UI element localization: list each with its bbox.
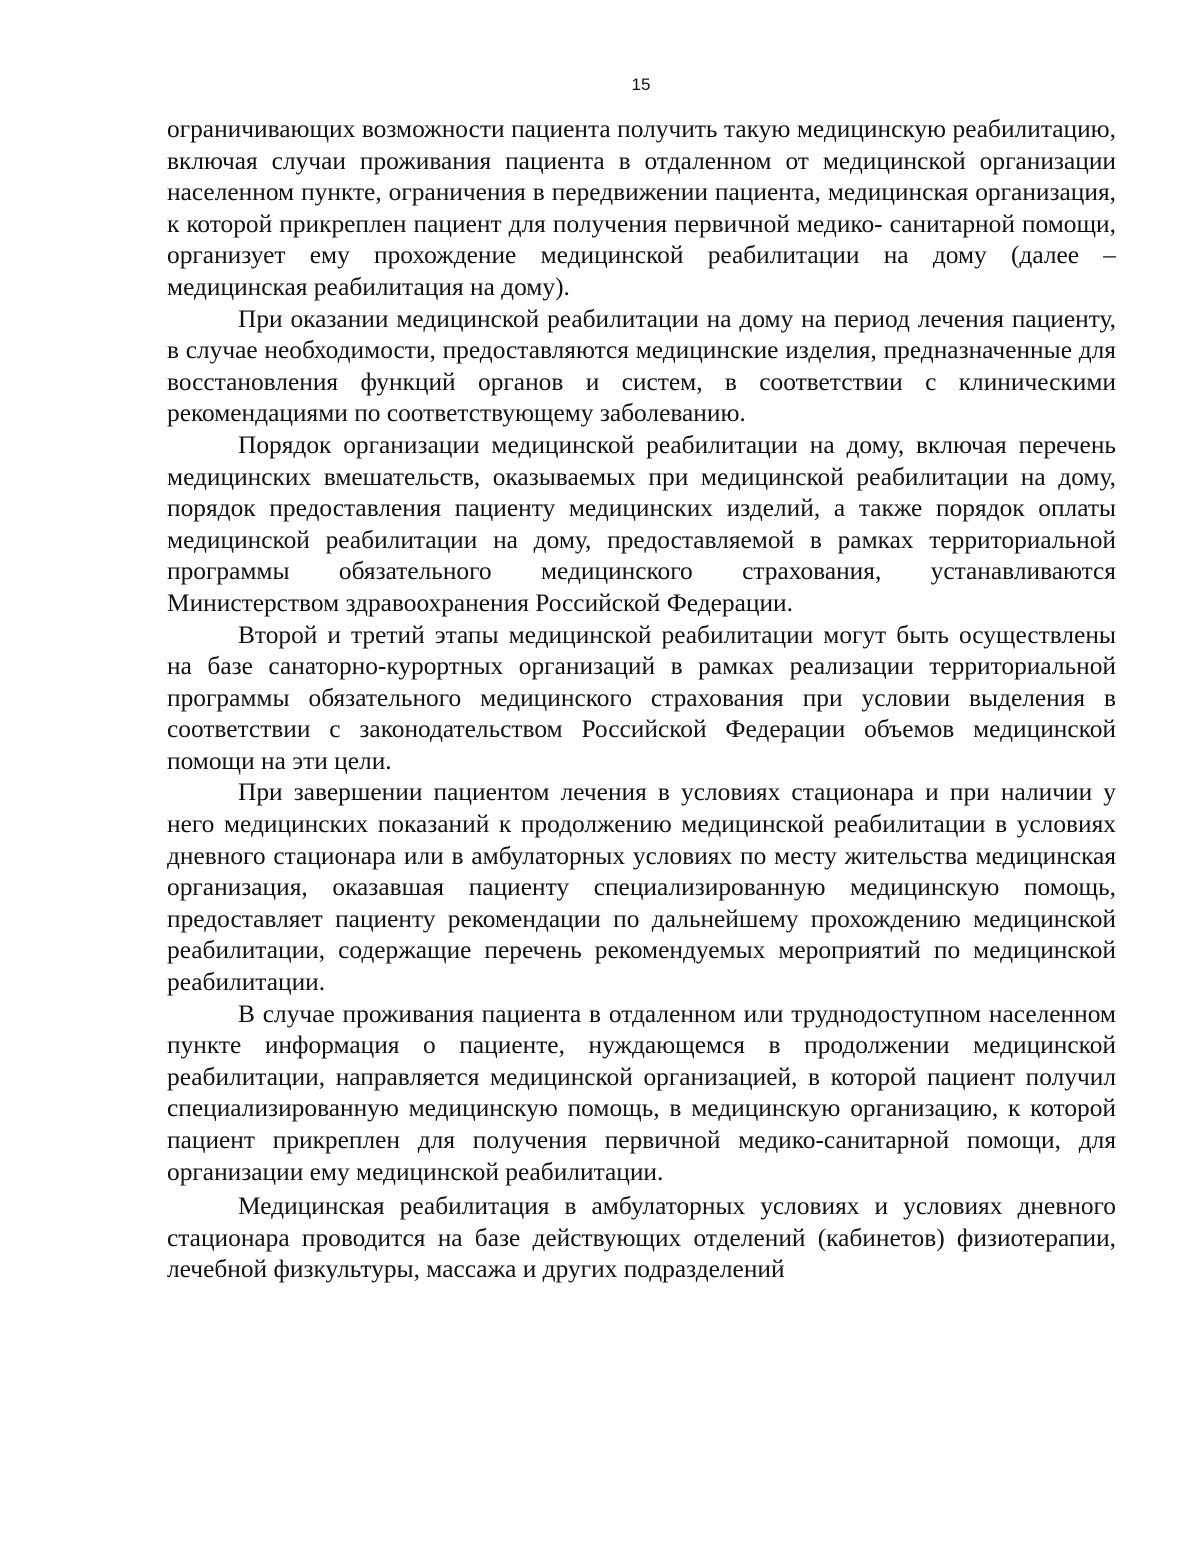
paragraph-remote-patient-info: В случае проживания пациента в отдаленном или труднодоступном населенном пункте информация о пациенте, нуждающемся в продолжении медицинской реабилитации, направляется медицинской организацией, в которой пациент получил специализированную медицинскую помощь, в медицинскую организацию, к которой пациент прикреплен для получения первичной медико-санитарной помощи, для организации ему медицинской реабилитации.: [167, 999, 1116, 1186]
paragraph-continuation: ограничивающих возможности пациента получить такую медицинскую реабилитацию, включая случаи проживания пациента в отдаленном от медицинской организации населенном пункте, ограничения в передвижении пациента, медицинская организация, к которой прикреплен пациент для получения первичной медико- санитарной помощи, организует ему прохождение медицинской реабилитации на дому (далее – медицинская реабилитация на дому).: [167, 115, 1116, 301]
paragraph-discharge-recommendations: При завершении пациентом лечения в условиях стационара и при наличии у него медицинских показаний к продолжению медицинской реабилитации в условиях дневного стационара или в амбулаторных условиях по месту жительства медицинская организация, оказавшая пациенту специализированную медицинскую помощь, предоставляет пациенту рекомендации по дальнейшему прохождению медицинской реабилитации, содержащие перечень рекомендуемых мероприятий по медицинской реабилитации.: [167, 778, 1116, 997]
page-number: 15: [631, 75, 651, 94]
paragraph-home-rehab-devices: При оказании медицинской реабилитации на дому на период лечения пациенту, в случае необходимости, предоставляются медицинские изделия, предназначенные для восстановления функций органов и систем, в соответствии с клиническими рекомендациями по соответствующему заболеванию.: [167, 304, 1116, 428]
paragraph-sanatorium-stages: Второй и третий этапы медицинской реабилитации могут быть осуществлены на базе санаторно-курортных организаций в рамках реализации территориальной программы обязательного медицинского страхования при условии выделения в соответствии с законодательством Российской Федерации объемов медицинской помощи на эти цели.: [167, 620, 1116, 775]
paragraph-home-rehab-procedure: Порядок организации медицинской реабилитации на дому, включая перечень медицинских вмешательств, оказываемых при медицинской реабилитации на дому, порядок предоставления пациенту медицинских изделий, а также порядок оплаты медицинской реабилитации на дому, предоставляемой в рамках территориальной программы обязательного медицинского страхования, устанавливаются Министерством здравоохранения Российской Федерации.: [167, 430, 1116, 617]
paragraph-outpatient-rehab: Медицинская реабилитация в амбулаторных условиях и условиях дневного стационара проводится на базе действующих отделений (кабинетов) физиотерапии, лечебной физкультуры, массажа и других подразделений: [167, 1192, 1116, 1284]
document-body: [167, 114, 1116, 1286]
